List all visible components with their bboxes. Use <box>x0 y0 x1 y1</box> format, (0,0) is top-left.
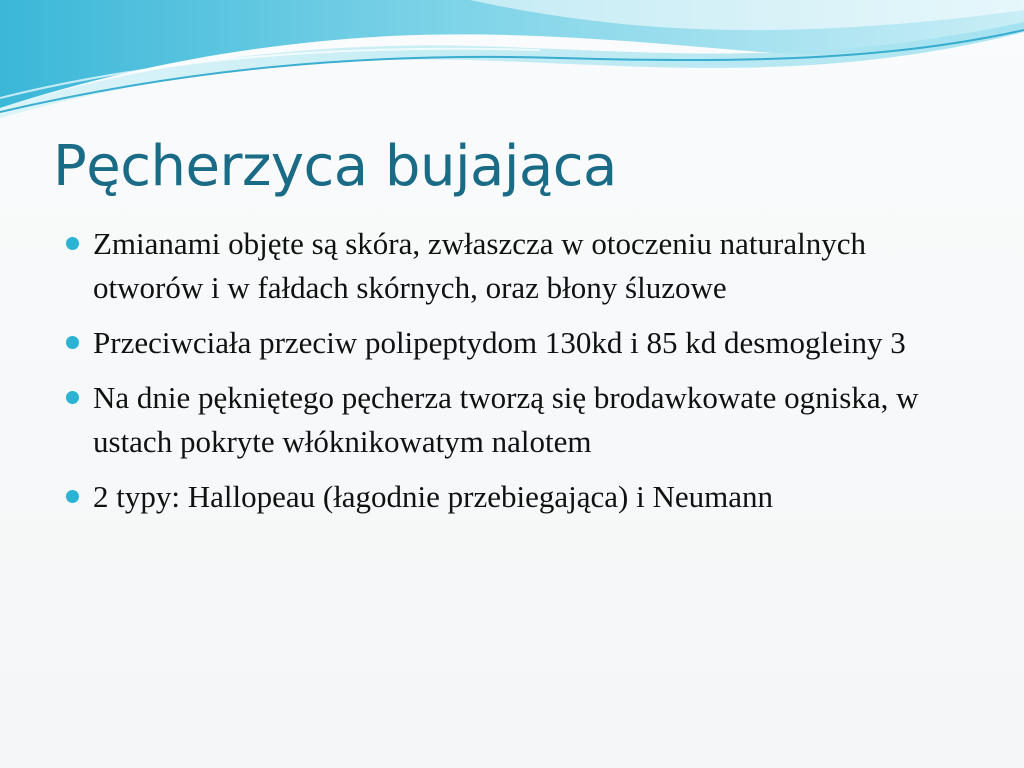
bullet-item <box>66 222 976 310</box>
bullet-list <box>66 222 976 530</box>
bullet-dot-icon <box>66 336 79 349</box>
bullet-text: Na dnie pękniętego pęcherza tworzą się brodawkowate ogniska, w ustach pokryte włóknikowatym nalotem <box>93 380 919 459</box>
bullet-text: 2 typy: Hallopeau (łagodnie przebiegająca) i Neumann <box>93 479 774 514</box>
bullet-text: Zmianami objęte są skóra, zwłaszcza w otoczeniu naturalnych otworów i w fałdach skórnych, oraz błony śluzowe <box>93 226 866 305</box>
header-wave-decoration <box>0 0 1024 140</box>
slide-title: Pęcherzyca bujająca <box>53 134 617 199</box>
bullet-text: Przeciwciała przeciw polipeptydom 130kd i 85 kd desmogleiny 3 <box>93 325 906 360</box>
bullet-item <box>66 376 976 464</box>
bullet-dot-icon <box>66 237 79 250</box>
bullet-dot-icon <box>66 391 79 404</box>
bullet-dot-icon <box>66 490 79 503</box>
bullet-item <box>66 321 976 365</box>
bullet-item <box>66 475 976 519</box>
